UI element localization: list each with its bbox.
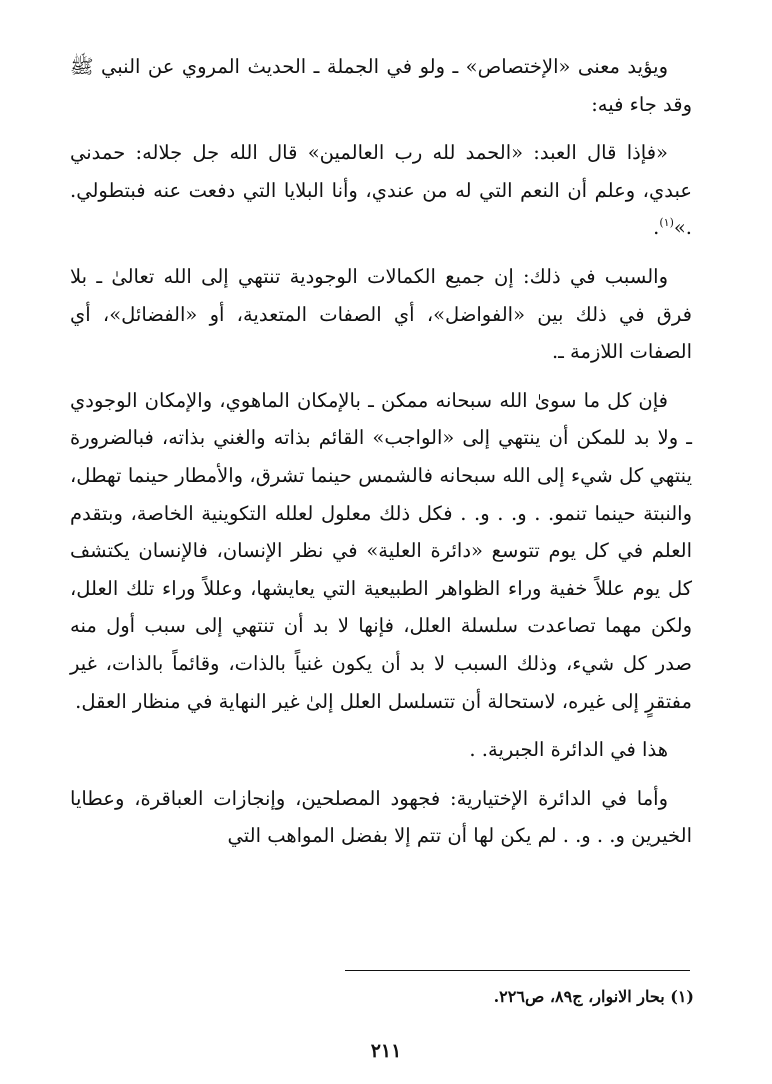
paragraph-1: ويؤيد معنى «الإختصاص» ـ ولو في الجملة ـ الحديث المروي عن النبي ﷺ وقد جاء فيه: [70, 55, 692, 116]
main-text [70, 48, 692, 855]
paragraph-6: وأما في الدائرة الإختيارية: فجهود المصلحين، وإنجازات العباقرة، وعطايا الخيرين و. . و. . لم يكن لها أن تتم إلا بفضل المواهب التي [70, 786, 692, 848]
footnote-separator [345, 970, 690, 971]
paragraph-2-text: «فإذا قال العبد: «الحمد لله رب العالمين» قال الله جل جلاله: حمدني عبدي، وعلم أن النعم التي له من عندي، وأنا البلايا التي دفعت عنه فبتطولي. .» [70, 141, 692, 240]
paragraph-3: والسبب في ذلك: إن جميع الكمالات الوجودية تنتهي إلى الله تعالىٰ ـ بلا فرق في ذلك بين «الفواضل»، أي الصفات المتعدية، أو «الفضائل»، أي الصفات اللازمة ـ. [70, 264, 692, 364]
footnote: (١) بحار الانوار، ج٨٩، ص٢٢٦. [493, 987, 694, 1006]
paragraph-4: فإن كل ما سوىٰ الله سبحانه ممكن ـ بالإمكان الماهوي، والإمكان الوجودي ـ ولا بد للمكن أن ينتهي إلى «الواجب» القائم بذاته والغني بذاته، فبالضرورة ينتهي كل شيء إلى الله سبحانه فالشمس حينما تشرق، والأمطار حينما تهطل، والنبتة حينما تنمو. . و. . و. . فكل ذلك معلول لعلله التكوينية الخاصة، وبتقدم العلم في كل يوم تتوسع «دائرة العلية» في نظر الإنسان، فالإنسان يكتشف كل يوم عللاً خفية وراء الظواهر الطبيعية التي يعايشها، وعللاً وراء تلك العلل، ولكن مهما تصاعدت سلسلة العلل، فإنها لا بد أن تنتهي إلى سبب أول منه صدر كل شيء، وذلك السبب لا بد أن يكون غنياً بالذات، وقائماً بالذات، غير مفتقرٍ إلى غيره، لاستحالة أن تتسلسل العلل إلىٰ غير النهاية في منظار العقل. [70, 388, 692, 713]
page-number: ٢١١ [370, 1040, 402, 1062]
footnote-marker: (١) [659, 216, 674, 230]
paragraph-2-hadith [70, 134, 692, 247]
paragraph-2-tail: . [653, 216, 660, 240]
paragraph-5: هذا في الدائرة الجبرية. . [469, 738, 668, 762]
